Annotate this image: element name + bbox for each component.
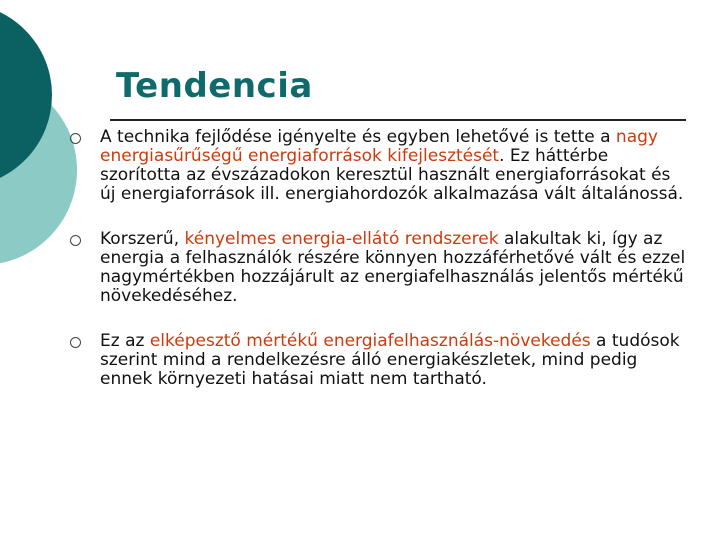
bullet-text: [100, 230, 690, 306]
title-underline: [110, 119, 686, 121]
bullet-item-3: [70, 332, 690, 389]
bullet-text-pre: A technika fejlődése igényelte és egyben lehetővé is tette a: [100, 127, 616, 147]
bullet-text-pre: Korszerű,: [100, 229, 185, 249]
bullet-text-post: . Ez háttérbe szorította az évszázadokon keresztül használt energiaforrásokat és új energiaforrások ill. energiahordozók alkalmazása vált általánossá.: [100, 146, 684, 204]
hollow-circle-icon: [70, 133, 81, 144]
bullet-text: [100, 332, 690, 389]
bullet-text-post: alakultak ki, így az energia a felhasználók részére könnyen hozzáférhetővé vált és ezzel nagymértékben hozzájárult az energiafelhasználás jelentős mértékű növekedéséhez.: [100, 229, 686, 306]
bullet-text-highlight: kényelmes energia-ellátó rendszerek: [184, 229, 499, 249]
bullet-text-highlight: nagy energiasűrűségű energiaforrások kifejlesztését: [100, 127, 658, 166]
bullet-item-2: [70, 230, 690, 306]
bullet-text-highlight: elképesztő mértékű energiafelhasználás-növekedés: [149, 331, 591, 351]
bullet-text-post: a tudósok szerint mind a rendelkezésre álló energiakészletek, mind pedig ennek környezeti hatásai miatt nem tartható.: [100, 331, 680, 389]
hollow-circle-icon: [70, 235, 81, 246]
bullet-list: [70, 128, 690, 415]
bullet-item-1: [70, 128, 690, 204]
hollow-circle-icon: [70, 337, 81, 348]
bullet-text: [100, 128, 690, 204]
slide-title: Tendencia: [116, 66, 313, 106]
bullet-text-pre: Ez az: [100, 331, 150, 351]
